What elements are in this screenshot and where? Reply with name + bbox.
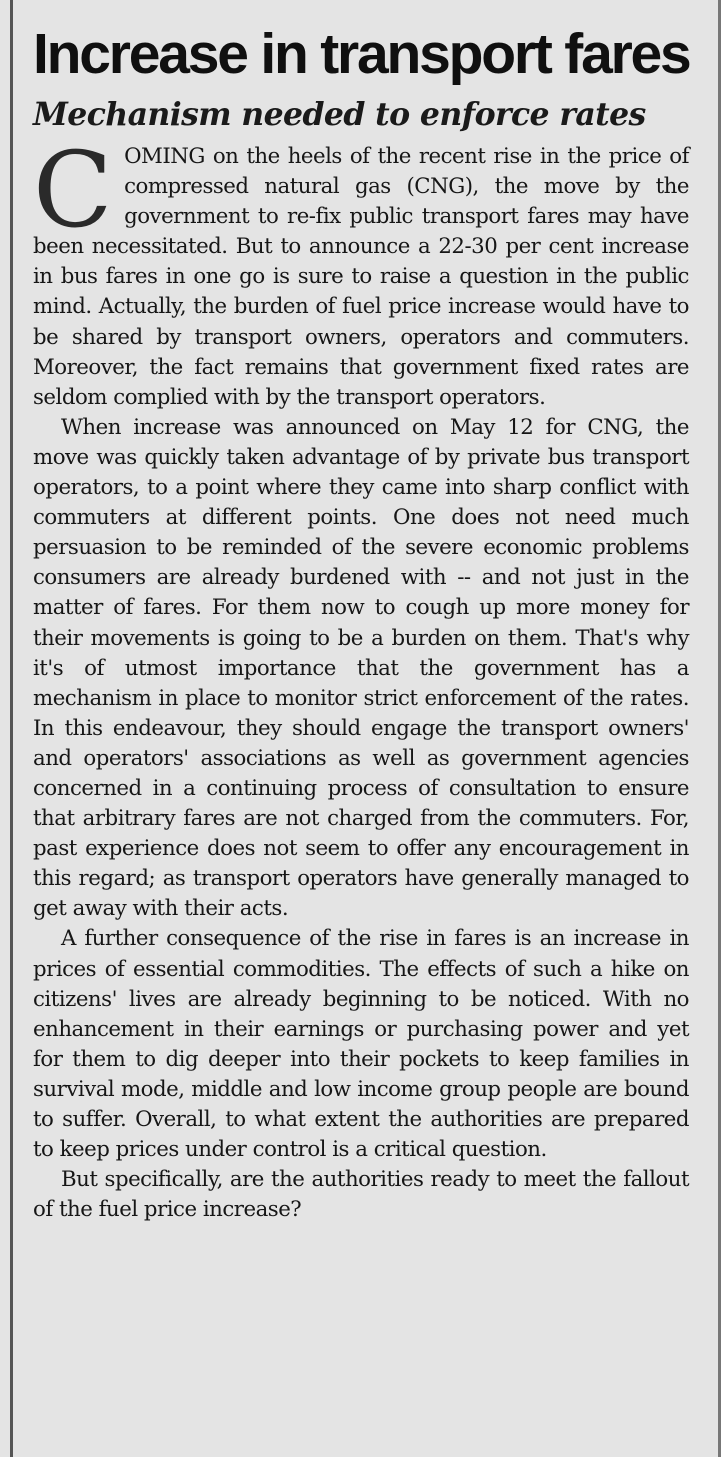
paragraph-3: A further consequence of the rise in fares is an increase in prices of essential commodities. The effects of such a hike on citizens' lives are already beginning to be noticed. With no enhancement in their earnings or purchasing power and yet for them to dig deeper into their pockets to keep families in survival mode, middle and low income group people are bound to suffer. Overall, to what extent the authorities are prepared to keep prices under control is a critical question.	[33, 926, 689, 1163]
paragraph-4: But specifically, are the authorities ready to meet the fallout of the fuel price increase?	[33, 1167, 689, 1223]
paragraph-1	[33, 129, 689, 413]
drop-cap: C	[33, 129, 113, 251]
paragraph-2: When increase was announced on May 12 for CNG, the move was quickly taken advantage of by private bus transport operators, to a point where they came into sharp conflict with commuters at different points. One does not need much persuasion to be reminded of the severe economic problems consumers are already burdened with -- and not just in the matter of fares. For them now to cough up more money for their movements is going to be a burden on them. That's why it's of utmost importance that the government has a mechanism in place to monitor strict enforcement of the rates. In this endeavour, they should engage the transport owners' and operators' associations as well as government agencies concerned in a continuing process of consultation to ensure that arbitrary fares are not charged from the commuters. For, past experience does not seem to offer any encouragement in this regard; as transport operators have generally managed to get away with their acts.	[33, 414, 689, 922]
headline: Increase in transport fares	[33, 22, 690, 86]
editorial-article	[33, 20, 689, 1225]
subheadline: Mechanism needed to enforce rates	[33, 96, 646, 133]
paragraph-1-text: OMING on the heels of the recent rise in the price of compressed natural gas (CNG), the move by the government to re-fix public transport fares may have been necessitated. But to announce a 22-30 per cent increase in bus fares in one go is sure to raise a question in the public mind. Actually, the burden of fuel price increase would have to be shared by transport owners, operators and commuters. Moreover, the fact remains that government fixed rates are seldom complied with by the transport operators.	[33, 144, 689, 410]
left-column-rule	[10, 0, 13, 1457]
article-body	[33, 129, 689, 1225]
